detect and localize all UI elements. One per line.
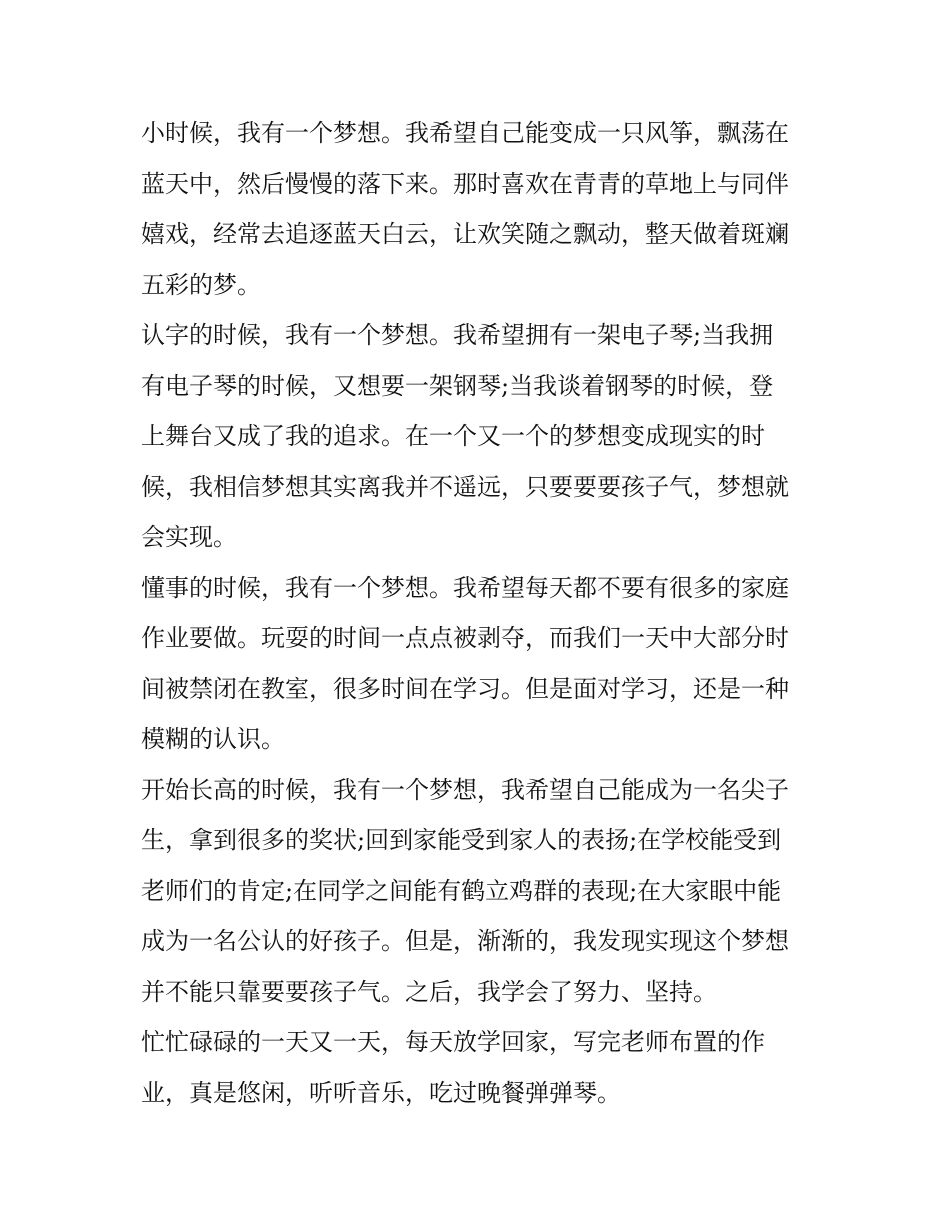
text-line: 会实现。 — [141, 523, 237, 551]
text-line: 并不能只靠要要孩子气。之后，我学会了努力、坚持。 — [141, 977, 717, 1006]
text-line: 忙忙碌碌的一天又一天，每天放学回家，写完老师布置的作 — [141, 1028, 765, 1056]
text-line: 业，真是悠闲，听听音乐，吃过晚餐弹弹琴。 — [141, 1078, 621, 1107]
text-line: 成为一名公认的好孩子。但是，渐渐的，我发现实现这个梦想 — [141, 927, 789, 955]
text-line: 模糊的认识。 — [141, 725, 285, 753]
text-line: 老师们的肯定;在同学之间能有鹤立鸡群的表现;在大家眼中能 — [141, 876, 782, 905]
body-text — [141, 108, 841, 1118]
text-line: 作业要做。玩耍的时间一点点被剥夺，而我们一天中大部分时 — [141, 624, 789, 652]
text-line: 蓝天中，然后慢慢的落下来。那时喜欢在青青的草地上与同伴 — [141, 169, 789, 198]
text-line: 生，拿到很多的奖状;回到家能受到家人的表扬;在学校能受到 — [141, 826, 782, 854]
text-line: 认字的时候，我有一个梦想。我希望拥有一架电子琴;当我拥 — [141, 321, 774, 349]
text-line: 开始长高的时候，我有一个梦想，我希望自己能成为一名尖子 — [141, 775, 789, 804]
text-line: 懂事的时候，我有一个梦想。我希望每天都不要有很多的家庭 — [141, 573, 789, 602]
text-line: 间被禁闭在教室，很多时间在学习。但是面对学习，还是一种 — [141, 674, 789, 703]
text-line: 有电子琴的时候，又想要一架钢琴;当我谈着钢琴的时候，登 — [141, 371, 774, 400]
text-line: 候，我相信梦想其实离我并不遥远，只要要要孩子气，梦想就 — [141, 472, 789, 501]
text-line: 上舞台又成了我的追求。在一个又一个的梦想变成现实的时 — [141, 422, 765, 450]
text-line: 五彩的梦。 — [141, 270, 261, 299]
text-line: 嬉戏，经常去追逐蓝天白云，让欢笑随之飘动，整天做着斑斓 — [141, 220, 789, 248]
text-line: 小时候，我有一个梦想。我希望自己能变成一只风筝，飘荡在 — [141, 119, 789, 147]
